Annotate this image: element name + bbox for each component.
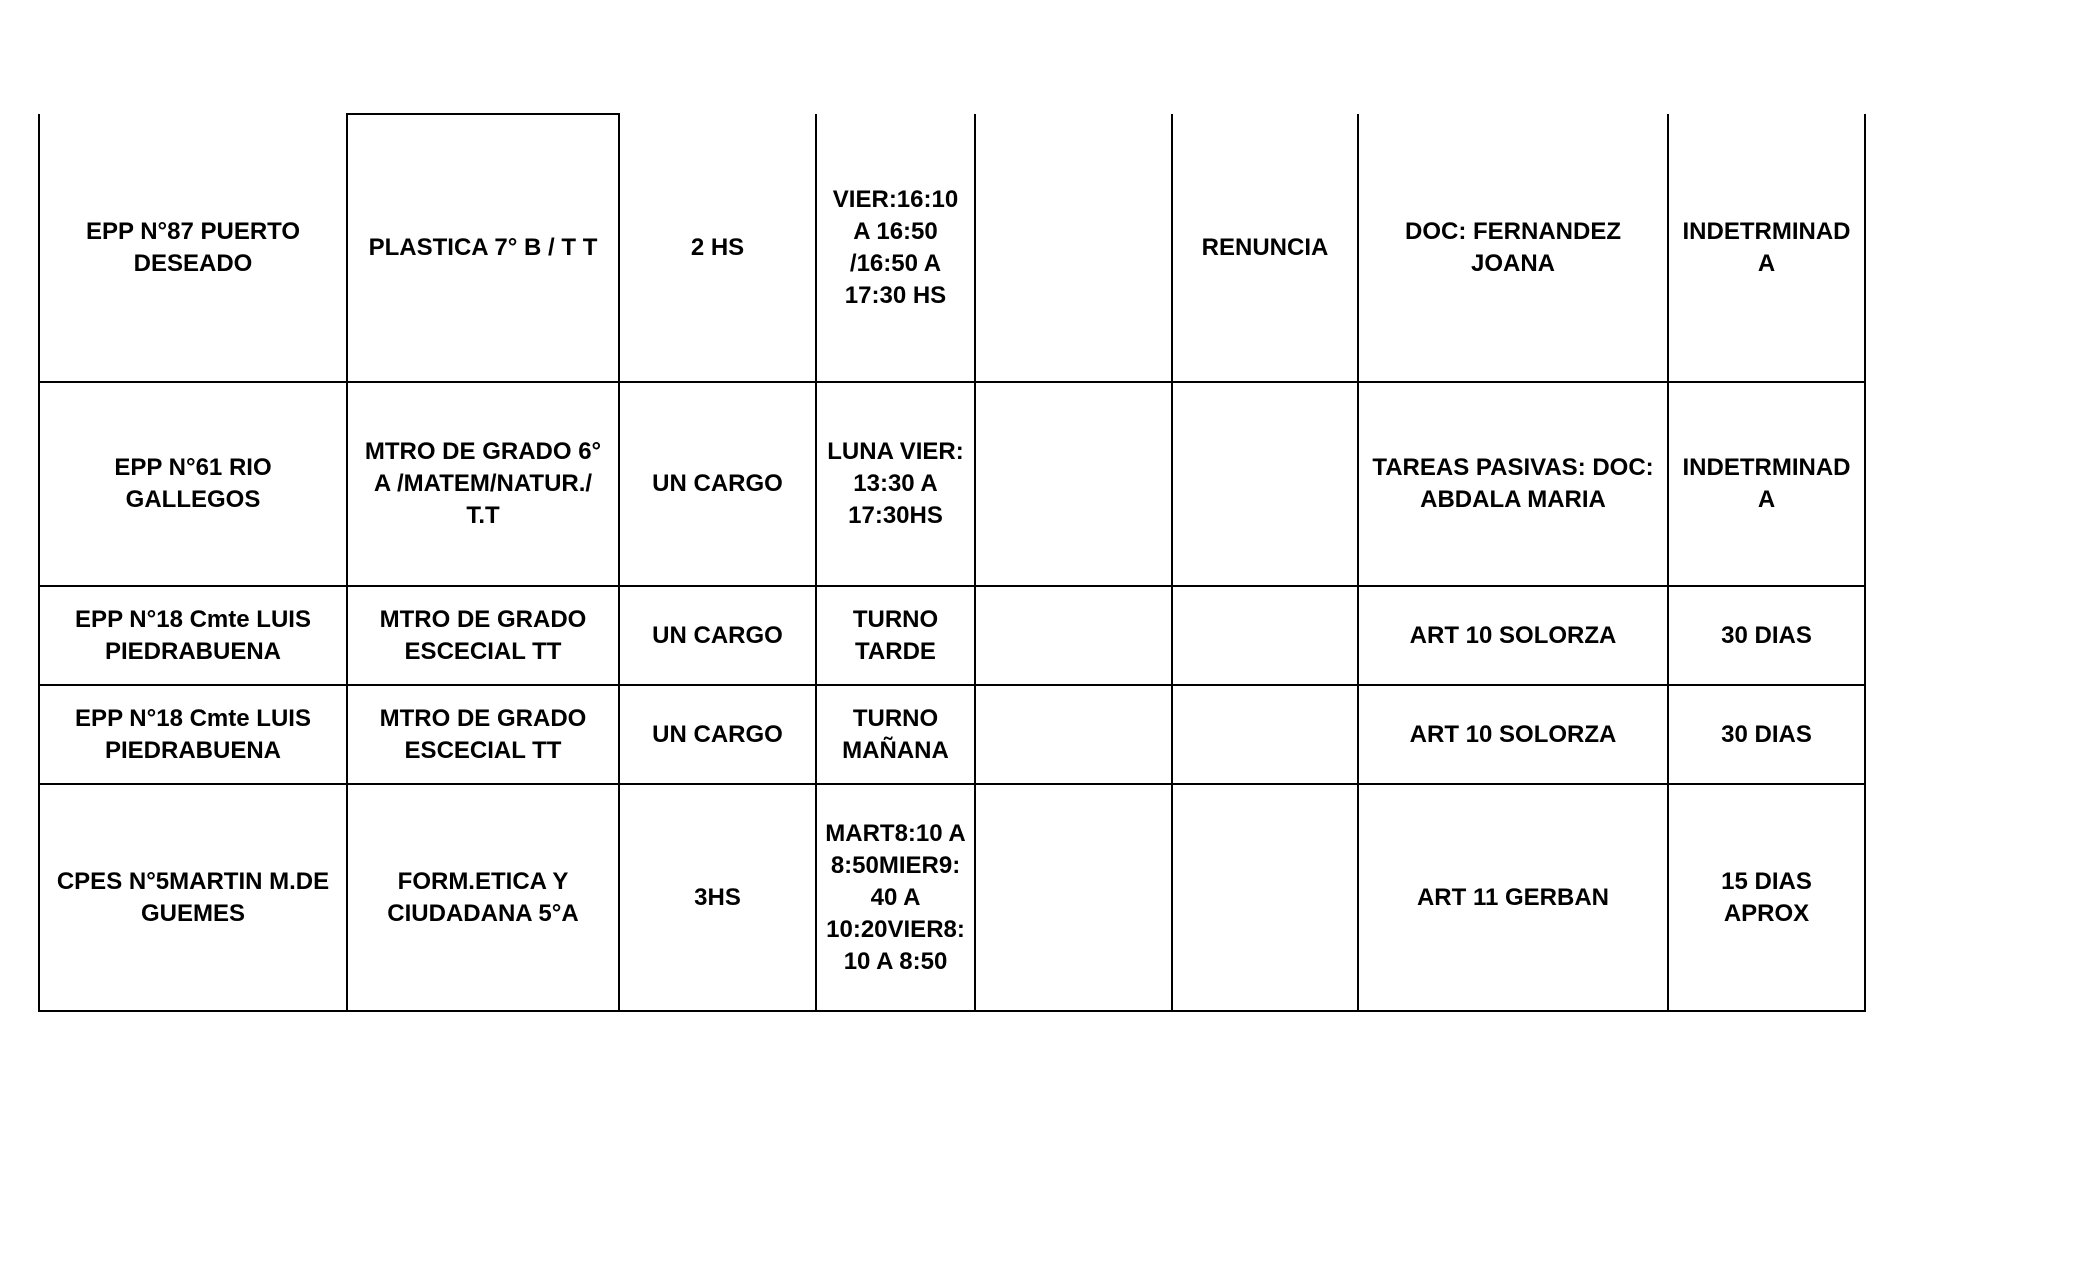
teacher-cell: ART 10 SOLORZA <box>1358 685 1668 784</box>
school-cell: EPP N°18 Cmte LUIS PIEDRABUENA <box>39 685 347 784</box>
empty-cell <box>975 382 1172 586</box>
reason-cell <box>1172 382 1358 586</box>
duration-cell: INDETRMINAD A <box>1668 382 1865 586</box>
duration-cell: INDETRMINAD A <box>1668 114 1865 382</box>
reason-cell: RENUNCIA <box>1172 114 1358 382</box>
hours-cell: 3HS <box>619 784 816 1011</box>
table-row <box>39 586 1865 685</box>
reason-cell <box>1172 685 1358 784</box>
school-cell: EPP N°61 RIO GALLEGOS <box>39 382 347 586</box>
empty-cell <box>975 114 1172 382</box>
vacancies-table <box>38 113 1866 1012</box>
hours-cell: UN CARGO <box>619 382 816 586</box>
schedule-cell: TURNO MAÑANA <box>816 685 975 784</box>
duration-cell: 15 DIAS APROX <box>1668 784 1865 1011</box>
subject-cell: FORM.ETICA Y CIUDADANA 5°A <box>347 784 619 1011</box>
teacher-cell: ART 10 SOLORZA <box>1358 586 1668 685</box>
table-row <box>39 784 1865 1011</box>
empty-cell <box>975 685 1172 784</box>
schedule-cell: LUNA VIER: 13:30 A 17:30HS <box>816 382 975 586</box>
table-row <box>39 685 1865 784</box>
school-cell: EPP N°87 PUERTO DESEADO <box>39 114 347 382</box>
schedule-cell: TURNO TARDE <box>816 586 975 685</box>
teacher-cell: ART 11 GERBAN <box>1358 784 1668 1011</box>
hours-cell: UN CARGO <box>619 685 816 784</box>
duration-cell: 30 DIAS <box>1668 685 1865 784</box>
teacher-cell: DOC: FERNANDEZ JOANA <box>1358 114 1668 382</box>
subject-cell: MTRO DE GRADO 6° A /MATEM/NATUR./ T.T <box>347 382 619 586</box>
reason-cell <box>1172 586 1358 685</box>
schedule-cell: MART8:10 A 8:50MIER9: 40 A 10:20VIER8: 10 A 8:50 <box>816 784 975 1011</box>
empty-cell <box>975 586 1172 685</box>
schedule-cell: VIER:16:10 A 16:50 /16:50 A 17:30 HS <box>816 114 975 382</box>
subject-cell: MTRO DE GRADO ESCECIAL TT <box>347 586 619 685</box>
duration-cell: 30 DIAS <box>1668 586 1865 685</box>
subject-cell: PLASTICA 7° B / T T <box>347 114 619 382</box>
hours-cell: 2 HS <box>619 114 816 382</box>
hours-cell: UN CARGO <box>619 586 816 685</box>
subject-cell: MTRO DE GRADO ESCECIAL TT <box>347 685 619 784</box>
reason-cell <box>1172 784 1358 1011</box>
school-cell: EPP N°18 Cmte LUIS PIEDRABUENA <box>39 586 347 685</box>
table-row <box>39 114 1865 382</box>
table-row <box>39 382 1865 586</box>
school-cell: CPES N°5MARTIN M.DE GUEMES <box>39 784 347 1011</box>
empty-cell <box>975 784 1172 1011</box>
teacher-cell: TAREAS PASIVAS: DOC: ABDALA MARIA <box>1358 382 1668 586</box>
